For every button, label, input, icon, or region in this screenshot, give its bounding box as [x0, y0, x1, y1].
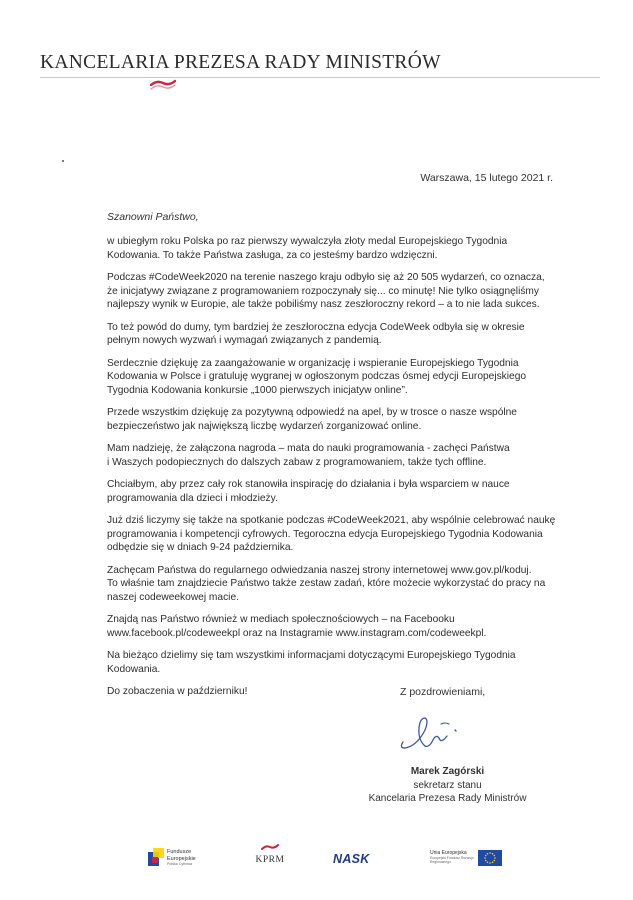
body-paragraph: [107, 613, 552, 640]
body-paragraph: [107, 514, 556, 555]
paragraph-line: programowania dla dzieci i młodzieży.: [107, 492, 278, 504]
paragraph-line: Kodowania.: [107, 663, 161, 675]
eu-logo-subtitle: Europejski Fundusz Rozwoju Regionalnego: [430, 856, 474, 865]
office-name: KANCELARIA PREZESA RADY MINISTRÓW: [40, 52, 441, 73]
handwritten-signature: [395, 712, 465, 754]
eu-logo: [430, 848, 505, 874]
body-paragraph: [107, 649, 552, 676]
body-paragraph: [107, 442, 552, 469]
paragraph-line: Tygodnia Kodowania konkursie „1000 pierwszych inicjatyw online”.: [107, 384, 408, 396]
letter-date: Warszawa, 15 lutego 2021 r.: [420, 172, 553, 184]
paragraph-line: odbędzie się w dniach 9-24 października.: [107, 542, 294, 553]
paragraph-line: najlepszy wynik w Europie, ale także pobiliśmy nasz zeszłoroczny rekord – a to nie lada sukces.: [107, 299, 540, 310]
paragraph-line: Mam nadzieję, że załączona nagroda – mata do nauki programowania - zachęci Państwa: [107, 443, 510, 454]
letterhead: [40, 52, 600, 74]
paragraph-line: Serdecznie dziękuję za zaangażowanie w organizację i wspieranie Europejskiego Tygodnia: [107, 357, 519, 369]
nask-logo: NASK: [333, 852, 370, 866]
letterhead-divider: [40, 77, 600, 78]
paragraph-line: Znajdą nas Państwo również w mediach społecznościowych – na Facebooku: [107, 614, 455, 625]
paragraph-line: Do zobaczenia w październiku!: [107, 686, 248, 697]
paragraph-line: naszej codeweekowej macie.: [107, 591, 239, 603]
eu-logo-title: Unia Europejska: [430, 850, 467, 856]
body-paragraph: [107, 685, 552, 699]
paragraph-line: To właśnie tam znajdziecie Państwo także zestaw zadań, które możecie wykorzystać do pracy na: [107, 578, 546, 589]
kprm-logo-text: KPRM: [255, 855, 285, 865]
paragraph-line: w ubiegłym roku Polska po raz pierwszy wywalczyła złoty medal Europejskiego Tygodnia: [107, 236, 508, 247]
body-paragraph: [107, 478, 552, 505]
footer-logos: [0, 838, 633, 878]
body-paragraph: [107, 564, 552, 605]
fundusze-europejskie-icon: [148, 848, 164, 868]
fe-logo-title: Fundusze Europejskie: [167, 849, 196, 862]
body-paragraph: [107, 357, 552, 398]
body-paragraph: [107, 271, 552, 312]
body-paragraph: [107, 235, 552, 262]
body-paragraph: [107, 321, 552, 348]
paragraph-line: że inicjatywy związane z programowaniem rozpoczynały się... co minutę! Nie tylko osiągnęliśmy: [107, 285, 540, 297]
page-mark: [62, 160, 64, 162]
fundusze-europejskie-logo: [148, 846, 208, 872]
paragraph-line: To też powód do dumy, tym bardziej że zeszłoroczna edycja CodeWeek odbyła się w okresie: [107, 321, 525, 333]
paragraph-line: Zachęcam Państwa do regularnego odwiedzania naszej strony internetowej www.gov.pl/koduj.: [107, 564, 532, 576]
fe-logo-subtitle: Polska Cyfrowa: [167, 862, 192, 866]
paragraph-line: pełnym nowych wyzwań i wymagań związanych z pandemią.: [107, 335, 382, 346]
paragraph-line: programowania i kompetencji cyfrowych. Tegoroczna edycja Europejskiego Tygodnia Kodowania: [107, 528, 543, 540]
paragraph-line: Już dziś liczymy się także na spotkanie podczas #CodeWeek2021, aby wspólnie celebrować naukę: [107, 515, 556, 526]
greeting: Szanowni Państwo,: [107, 211, 199, 223]
body-paragraph: [107, 406, 552, 433]
signer-organization: Kancelaria Prezesa Rady Ministrów: [368, 793, 527, 804]
kprm-logo: [248, 844, 292, 874]
paragraph-line: i Waszych podopiecznych do dalszych zabaw z programowaniem, także tych offline.: [107, 456, 487, 468]
signer-name: Marek Zagórski: [410, 766, 485, 777]
paragraph-line: Kodowania w Polsce i gratuluję wygranej w ogłoszonym podczas ósmej edycji Europejskiego: [107, 371, 527, 382]
closing-phrase: Z pozdrowieniami,: [400, 686, 486, 698]
letter-body: [107, 235, 556, 708]
paragraph-line: www.facebook.pl/codeweekpl oraz na Instagramie www.instagram.com/codeweekpl.: [107, 627, 487, 639]
paragraph-line: Podczas #CodeWeek2020 na terenie naszego kraju odbyło się aż 20 505 wydarzeń, co oznacza,: [107, 272, 545, 283]
kprm-flag-icon: [261, 844, 279, 852]
paragraph-line: bezpieczeństwo jak największą liczbę wydarzeń zorganizować online.: [107, 420, 422, 432]
paragraph-line: Przede wszystkim dziękuję za pozytywną odpowiedź na apel, by w trosce o nasze wspólne: [107, 407, 517, 418]
signer-role: sekretarz stanu: [413, 779, 482, 791]
signer-block: [320, 765, 575, 806]
paragraph-line: Chciałbym, aby przez cały rok stanowiła inspirację do działania i była wsparciem w nauce: [107, 479, 510, 490]
paragraph-line: Na bieżąco dzielimy się tam wszystkimi informacjami dotyczącymi Europejskiego Tygodnia: [107, 650, 516, 661]
eu-flag-icon: [478, 850, 502, 866]
polish-flag-icon: [150, 79, 176, 91]
paragraph-line: Kodowania. To także Państwa zasługa, za co jesteśmy bardzo wdzięczni.: [107, 249, 438, 261]
